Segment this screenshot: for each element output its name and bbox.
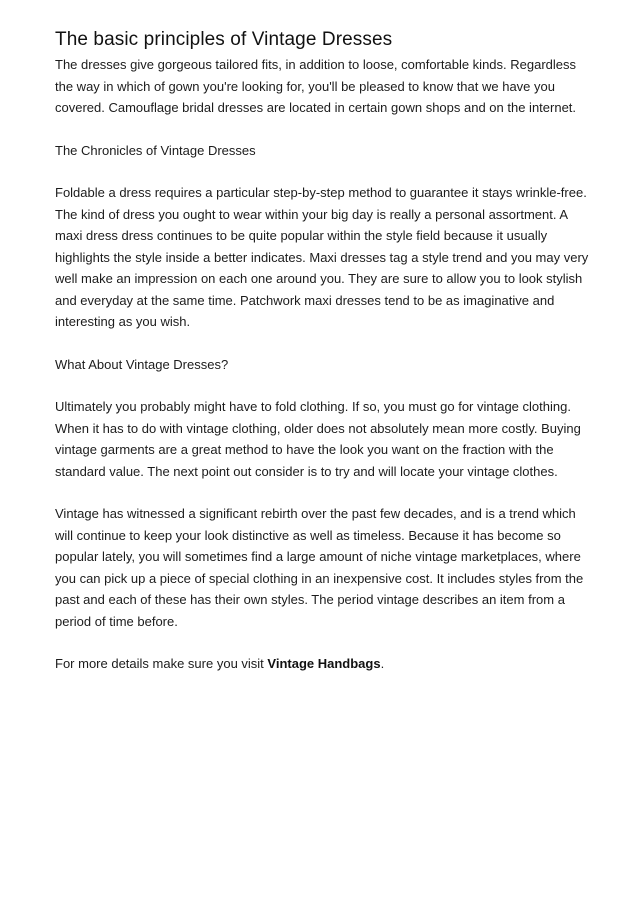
paragraph-fold-clothing: Ultimately you probably might have to fold clothing. If so, you must go for vintage clothing. When it has to do with vintage clothing, older does not absolutely mean more costly. Buying vintage garments are a great method to have the look you want on the fraction with the standard value. The next point out consider is to try and will locate your vintage clothes. [55,399,581,479]
paragraph-foldable-dress: Foldable a dress requires a particular step-by-step method to guarantee it stays wrinkle-free. The kind of dress you ought to wear within your big day is really a personal assortment. A maxi dress dress continues to be quite popular within the style field because it usually highlights the style inside a better indicates. Maxi dresses tag a style trend and you may very well make an impression on each one around you. They are sure to allow you to look stylish and everyday at the same time. Patchwork maxi dresses tend to be as imaginative and interesting as you wish. [55,185,589,329]
paragraph-vintage-rebirth: Vintage has witnessed a significant rebirth over the past few decades, and is a trend which will continue to keep your look distinctive as well as timeless. Because it has become so popular lately, you will sometimes find a large amount of niche vintage marketplaces, where you can pick up a piece of special clothing in an inexpensive cost. It includes styles from the past and each of these has their own styles. The period vintage describes an item from a period of time before. [55,506,584,629]
footer-suffix-text: . [380,656,385,671]
section-heading-chronicles: The Chronicles of Vintage Dresses [55,142,256,158]
document-page [55,28,595,696]
vintage-handbags-link[interactable]: Vintage Handbags [267,656,381,671]
footer-paragraph [55,653,595,675]
intro-paragraph: The dresses give gorgeous tailored fits, in addition to loose, comfortable kinds. Regardless the way in which of gown you're looking for, you'll be pleased to know that we have you covered. Camouflage bridal dresses are located in certain gown shops and on the internet. [55,57,577,115]
footer-prefix-text: For more details make sure you visit [55,656,268,671]
section-heading-what-about: What About Vintage Dresses? [55,356,229,372]
document-title: The basic principles of Vintage Dresses [55,29,393,50]
